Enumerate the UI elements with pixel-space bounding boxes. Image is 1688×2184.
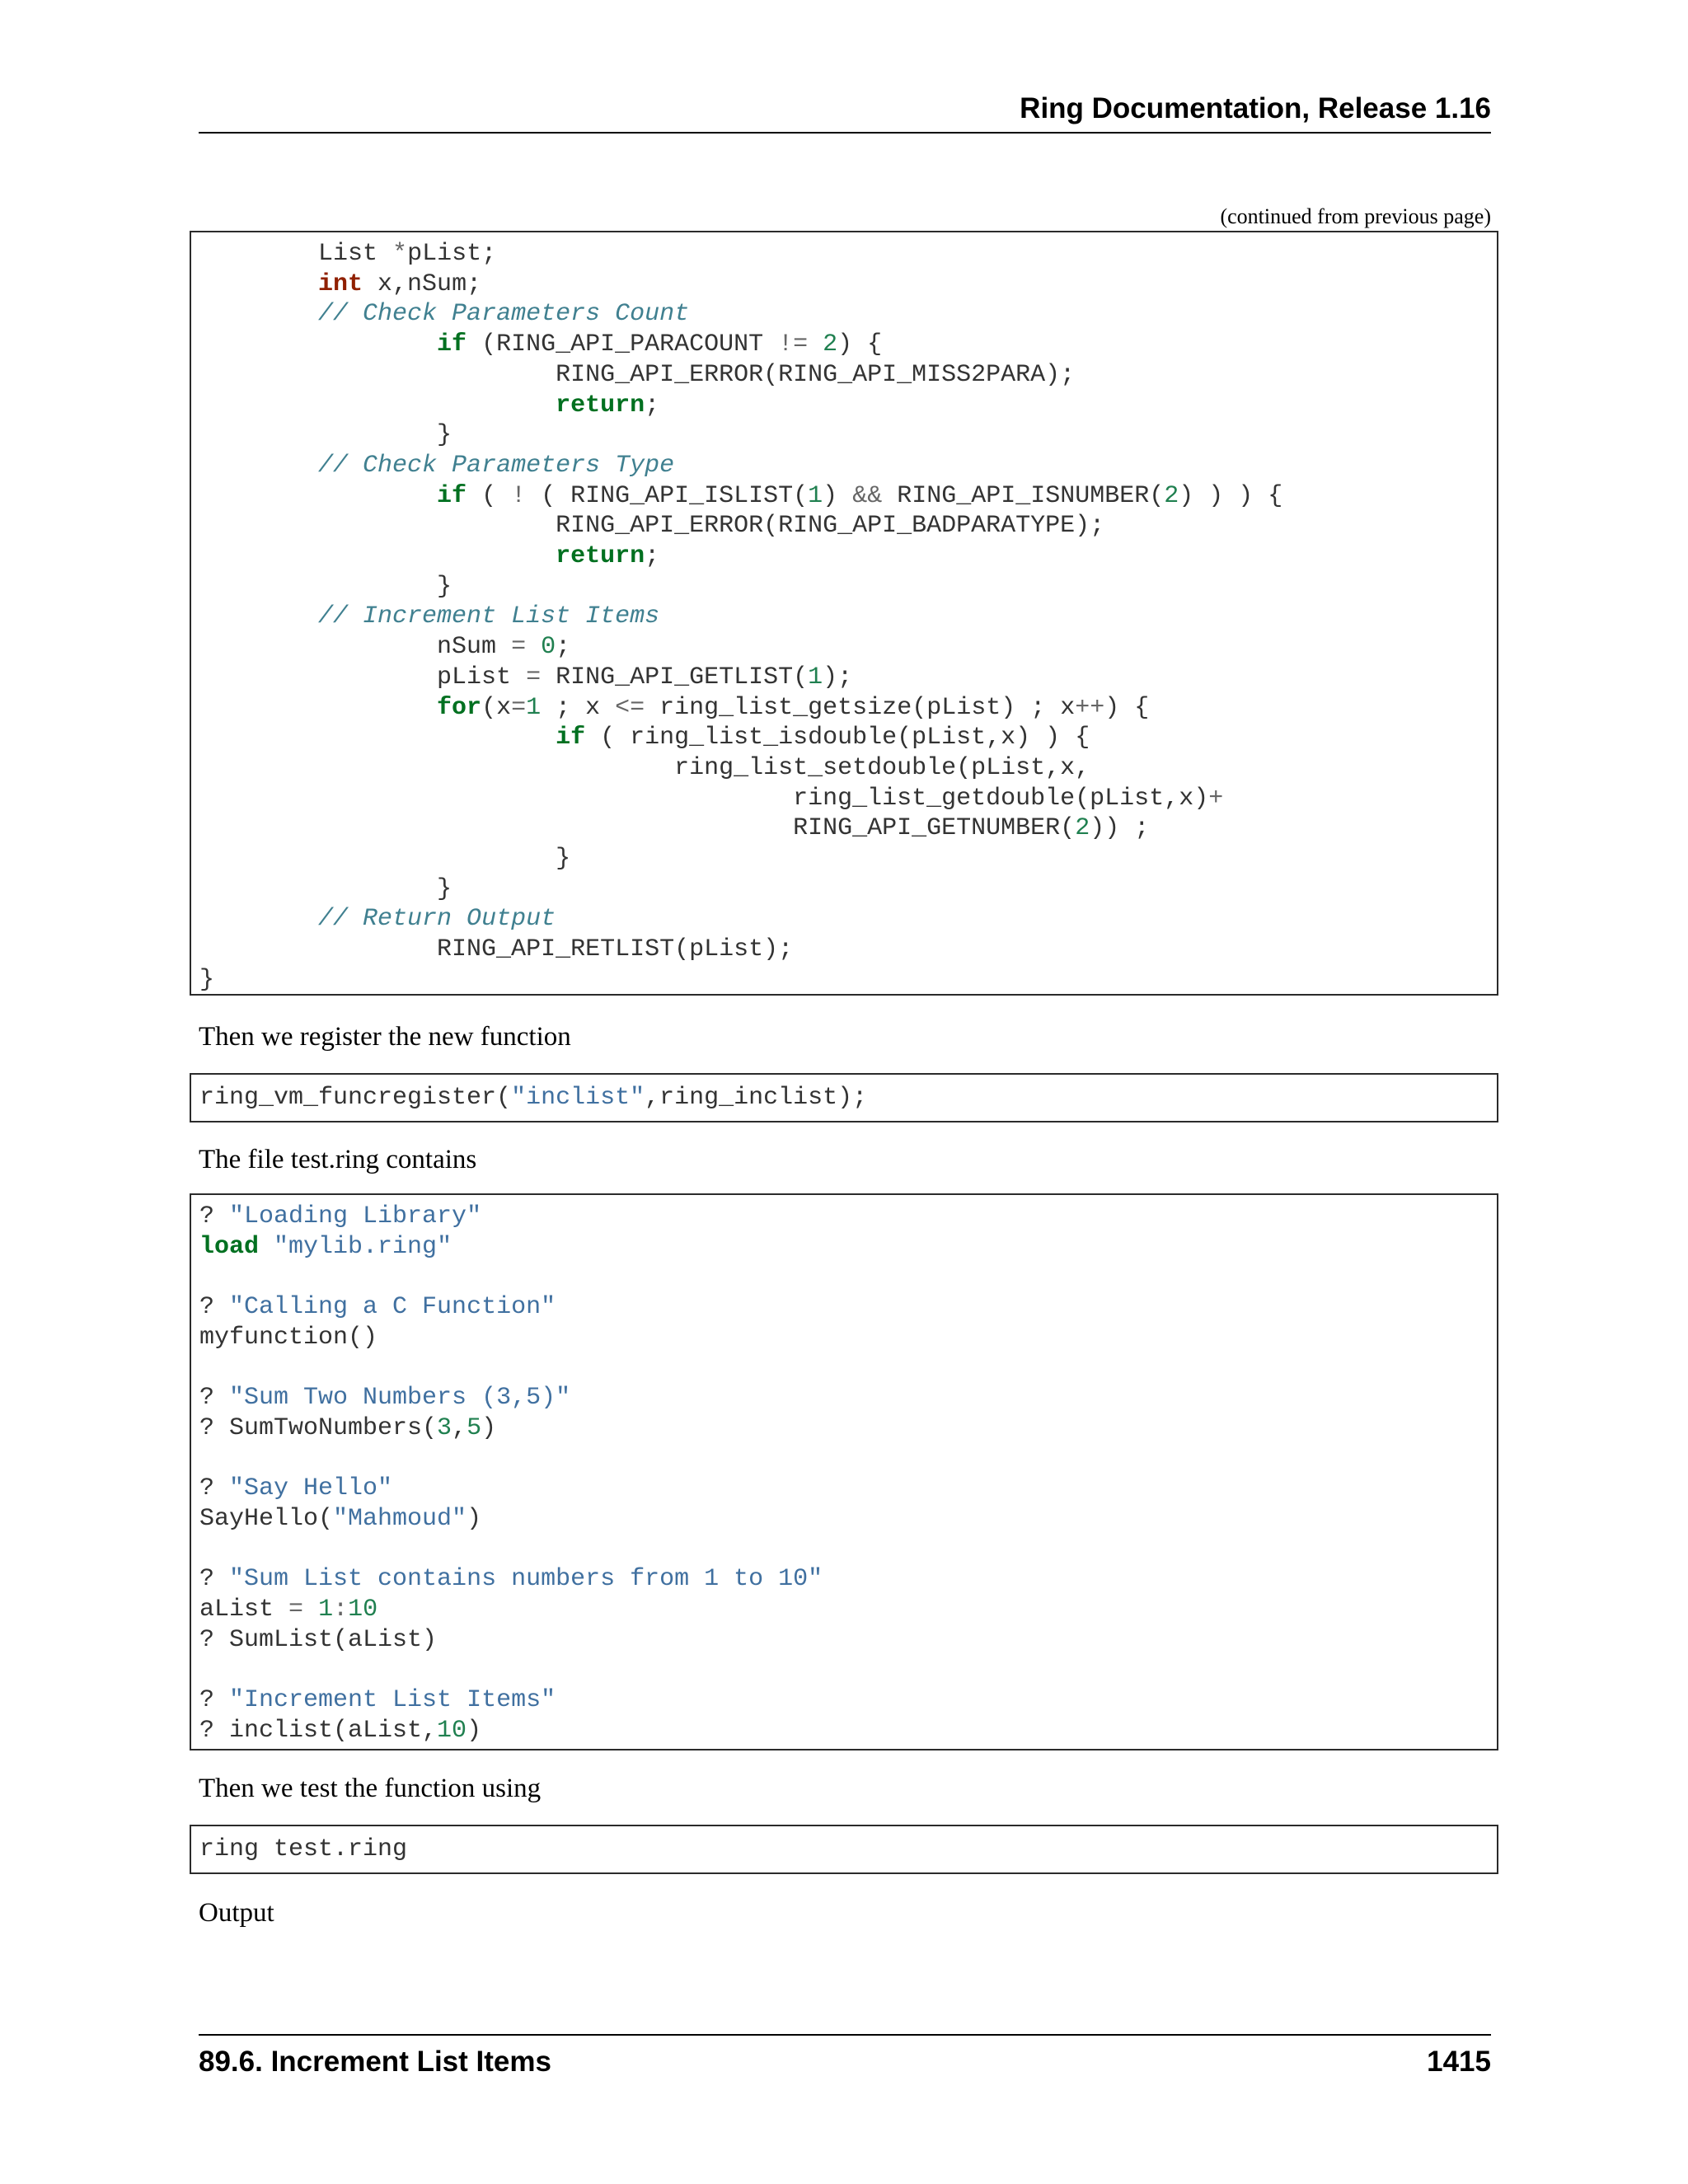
paragraph-output: Output (199, 1898, 274, 1928)
paragraph-test-file: The file test.ring contains (199, 1145, 477, 1174)
continued-note: (continued from previous page) (1220, 204, 1491, 228)
page-header (199, 89, 1491, 134)
code-block-register (190, 1073, 1498, 1122)
code-inclist-body: List *pList; int x,nSum; // Check Parameters Count if (RING_API_PARACOUNT != 2) { RING_API_ERROR(RING_API_MISS2PARA); return; } // Check Parameters Type if ( ! ( RING_API_ISLIST(1) && RING_API_ISNUMBER(2) ) ) { RING_API_ERROR(RING_API_BADPARATYPE); return; } // Increment List Items nSum = 0; pList = RING_API_GETLIST(1); for(x=1 ; x <= ring_list_getsize(pList) ; x++) { if ( ring_list_isdouble(pList,x) ) { ring_list_setdouble(pList,x, ring_list_getdouble(pList,x)+ RING_API_GETNUMBER(2)) ; } } // Return Output RING_API_RETLIST(pList); } (199, 240, 1283, 994)
code-register: ring_vm_funcregister("inclist",ring_inclist); (199, 1084, 868, 1112)
paragraph-test-using: Then we test the function using (199, 1774, 542, 1803)
footer-section-title: 89.6. Increment List Items (199, 2046, 551, 2078)
page-number: 1415 (1427, 2046, 1491, 2078)
code-block-inclist (190, 231, 1498, 996)
code-block-run (190, 1825, 1498, 1874)
code-test-ring: ? "Loading Library" load "mylib.ring" ? "Calling a C Function" myfunction() ? "Sum Two Numbers (3,5)" ? SumTwoNumbers(3,5) ? "Say Hello" SayHello("Mahmoud") ? "Sum List contains numbers from 1 to 10" aList = 1:10 ? SumList(aList) ? "Increment List Items" ? inclist(aList,10) (199, 1202, 823, 1745)
code-run: ring test.ring (199, 1835, 408, 1863)
page-footer (199, 2034, 1491, 2093)
paragraph-register: Then we register the new function (199, 1022, 571, 1052)
code-block-test-ring (190, 1193, 1498, 1750)
document-title: Ring Documentation, Release 1.16 (1020, 92, 1491, 124)
